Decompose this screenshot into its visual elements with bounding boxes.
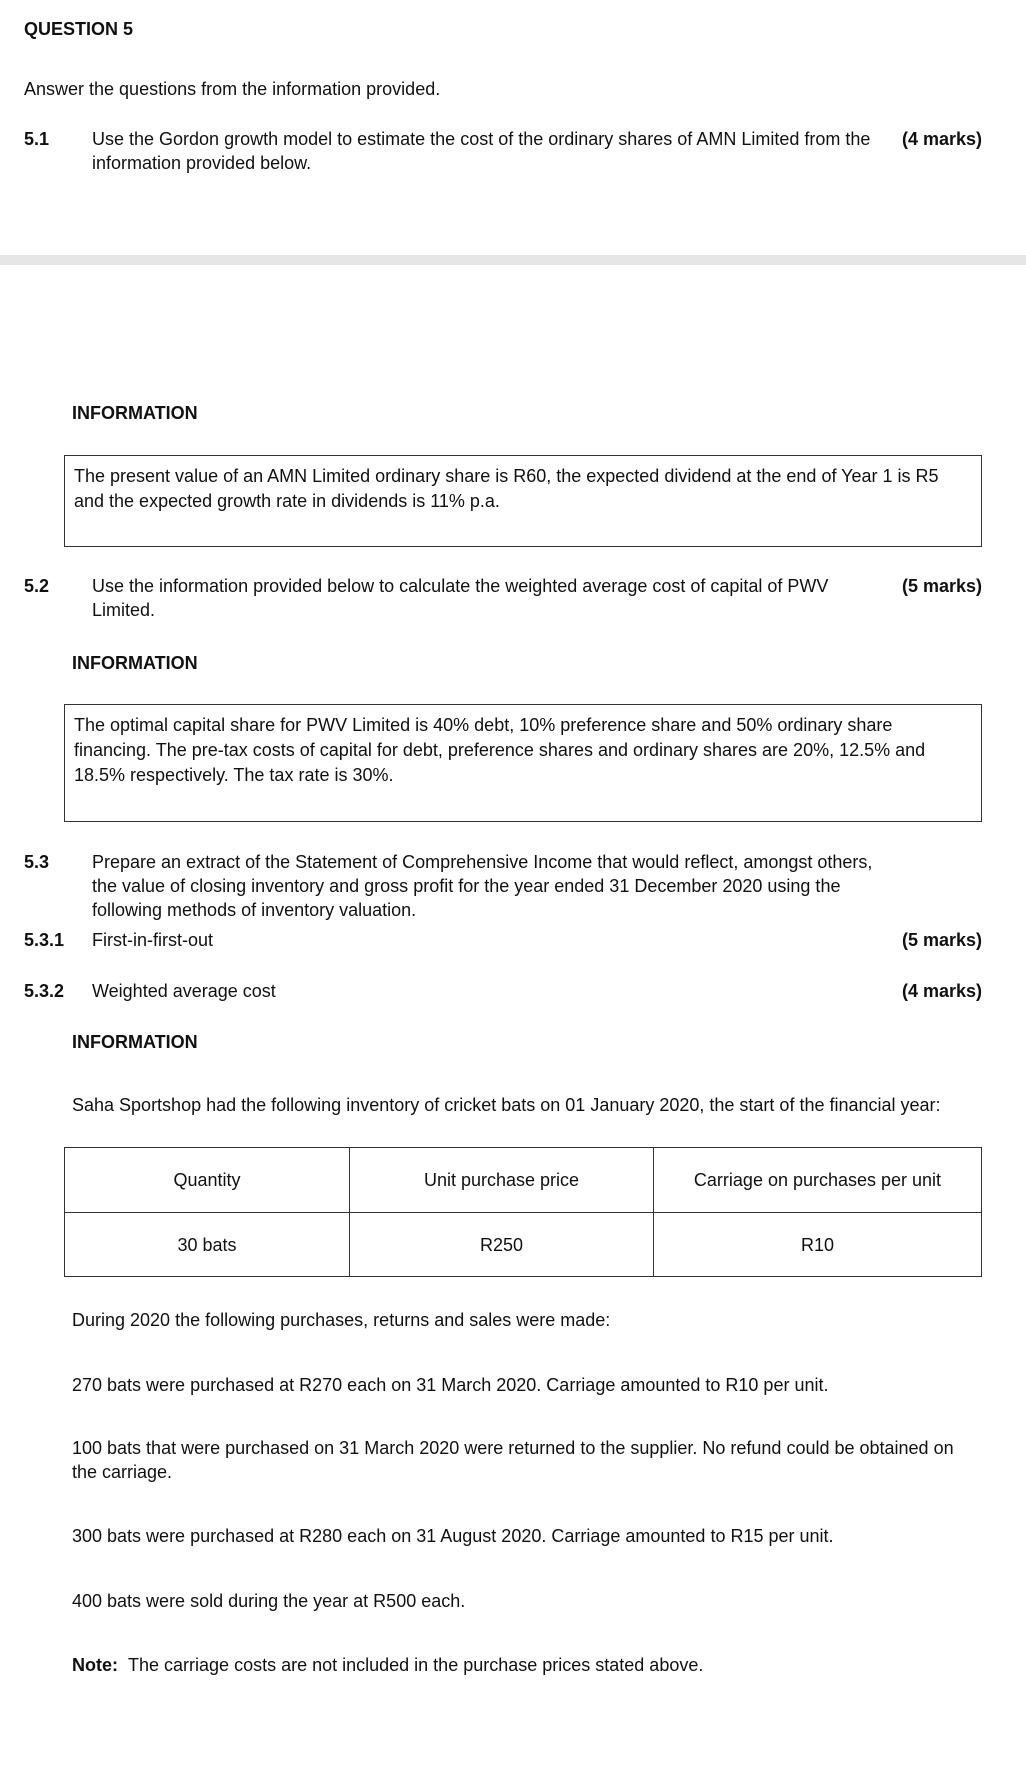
- q5-1-info-box: [64, 455, 982, 547]
- question-intro: Answer the questions from the information provided.: [24, 79, 441, 99]
- table-cell-carriage: R10: [654, 1213, 982, 1277]
- q5-3-2-number: 5.3.2: [24, 981, 65, 1001]
- note-text: The carriage costs are not included in the purchase prices stated above.: [128, 1655, 704, 1675]
- q5-1-info-text: The present value of an AMN Limited ordinary share is R60, the expected dividend at the end of Year 1 is R5 and the expected growth rate in dividends is 11% p.a.: [74, 466, 939, 511]
- q5-2-text: Use the information provided below to calculate the weighted average cost of capital of PWV Limited.: [92, 576, 829, 620]
- q5-3-text: Prepare an extract of the Statement of Comprehensive Income that would reflect, amongst others, the value of closing inventory and gross profit for the year ended 31 December 2020 using the following methods of inventory valuation.: [92, 852, 873, 920]
- event-sales: 400 bats were sold during the year at R500 each.: [72, 1591, 466, 1611]
- note: [72, 1653, 992, 1677]
- event-purchase-august: 300 bats were purchased at R280 each on 31 August 2020. Carriage amounted to R15 per unit.: [72, 1526, 834, 1546]
- table-header-unit-price: Unit purchase price: [350, 1148, 654, 1213]
- q5-3-2-marks: (4 marks): [901, 981, 982, 1001]
- q5-3-1-marks: (5 marks): [901, 930, 982, 950]
- q5-2-number: 5.2: [24, 576, 50, 596]
- page-break-band: [0, 255, 1026, 265]
- opening-inventory-table: [64, 1147, 982, 1277]
- event-return: 100 bats that were purchased on 31 March 2020 were returned to the supplier. No refund could be obtained on the carriage.: [72, 1438, 954, 1482]
- q5-3-number: 5.3: [24, 852, 50, 872]
- table-row: [65, 1213, 982, 1277]
- q5-3-1-text: First-in-first-out: [92, 930, 213, 950]
- note-label: Note:: [72, 1655, 118, 1675]
- q5-2-info-text: The optimal capital share for PWV Limited is 40% debt, 10% preference share and 50% ordinary share financing. The pre-tax costs of capital for debt, preference shares and ordinary shares are 20%, 12.5% and 18.5% respectively. The tax rate is 30%.: [74, 715, 926, 785]
- table-header-quantity: Quantity: [65, 1148, 350, 1213]
- q5-1-info-heading: INFORMATION: [72, 403, 198, 423]
- q5-3-during: During 2020 the following purchases, returns and sales were made:: [72, 1310, 611, 1330]
- q5-1-number: 5.1: [24, 129, 50, 149]
- q5-2-info-heading: INFORMATION: [72, 653, 198, 673]
- table-cell-unit-price: R250: [350, 1213, 654, 1277]
- q5-1-marks: (4 marks): [901, 129, 982, 149]
- table-header-carriage: Carriage on purchases per unit: [654, 1148, 982, 1213]
- q5-3-2-text: Weighted average cost: [92, 981, 276, 1001]
- q5-3-1-number: 5.3.1: [24, 930, 65, 950]
- table-cell-quantity: 30 bats: [65, 1213, 350, 1277]
- event-purchase-march: 270 bats were purchased at R270 each on 31 March 2020. Carriage amounted to R10 per unit.: [72, 1375, 829, 1395]
- q5-1-text: Use the Gordon growth model to estimate the cost of the ordinary shares of AMN Limited from the information provided below.: [92, 129, 871, 173]
- table-header-row: [65, 1148, 982, 1213]
- question-title: QUESTION 5: [24, 19, 134, 39]
- q5-3-info-heading: INFORMATION: [72, 1032, 198, 1052]
- q5-2-info-box: [64, 704, 982, 822]
- q5-2-marks: (5 marks): [901, 576, 982, 596]
- q5-3-opening: Saha Sportshop had the following inventory of cricket bats on 01 January 2020, the start of the financial year:: [72, 1095, 941, 1115]
